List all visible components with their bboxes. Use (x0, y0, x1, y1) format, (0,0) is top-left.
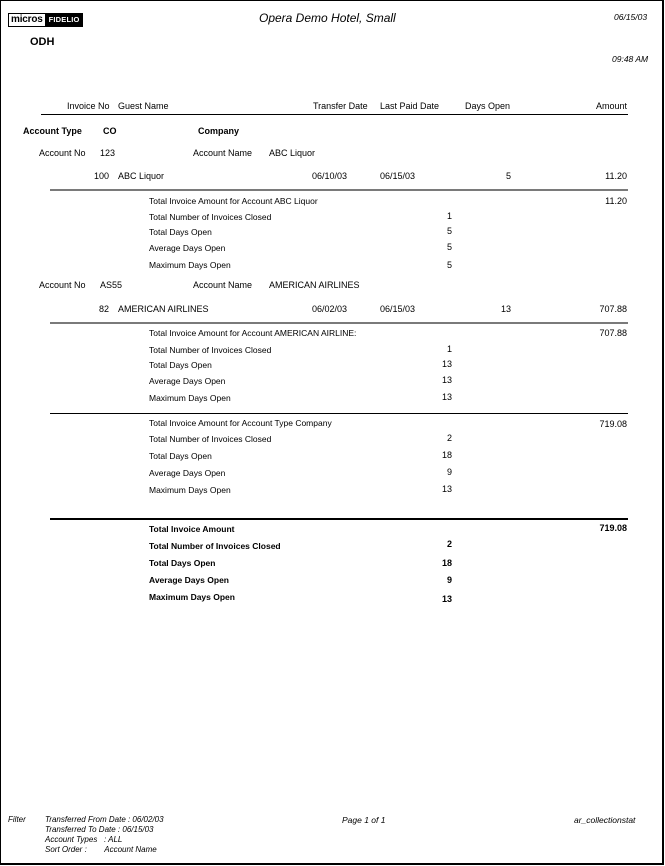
type-max-days-label: Maximum Days Open (149, 485, 231, 495)
invoice-transfer-date: 06/10/03 (312, 171, 348, 181)
type-total-closed-label: Total Number of Invoices Closed (149, 434, 272, 444)
filter-label: Filter (8, 815, 26, 824)
type-total-closed: 2 (446, 433, 452, 443)
type-max-days: 13 (441, 484, 452, 494)
header-divider (41, 114, 628, 115)
col-last-paid-date: Last Paid Date (380, 101, 440, 111)
max-days: 5 (446, 260, 452, 270)
total-days-label: Total Days Open (149, 227, 212, 237)
account-name-label: Account Name (193, 148, 253, 158)
invoice-no: 100 (93, 171, 109, 181)
report-time: 09:48 AM (612, 54, 649, 64)
col-guest-name: Guest Name (118, 101, 169, 111)
total-closed-label: Total Number of Invoices Closed (149, 345, 272, 355)
grand-avg-days-label: Average Days Open (149, 575, 229, 585)
invoice-guest-name: ABC Liquor (118, 171, 165, 181)
grand-total-closed: 2 (446, 539, 452, 549)
grand-total-amount: 719.08 (599, 523, 627, 533)
grand-total-closed-label: Total Number of Invoices Closed (149, 541, 281, 551)
max-days: 13 (441, 392, 452, 402)
avg-days: 13 (441, 375, 452, 385)
account-no: AS55 (100, 280, 123, 290)
type-avg-days: 9 (446, 467, 452, 477)
invoice-amount: 11.20 (605, 171, 627, 181)
max-days-label: Maximum Days Open (149, 393, 231, 403)
total-days: 13 (441, 359, 452, 369)
grand-avg-days: 9 (446, 575, 452, 585)
total-days-label: Total Days Open (149, 360, 212, 370)
col-amount: Amount (595, 101, 627, 111)
account-divider (50, 322, 628, 324)
total-closed: 1 (446, 211, 452, 221)
grand-max-days: 13 (441, 594, 452, 604)
grand-total-days-label: Total Days Open (149, 558, 216, 568)
type-total-amount-label: Total Invoice Amount for Account Type Company (149, 418, 332, 428)
account-no-label: Account No (39, 148, 86, 158)
hotel-name: Opera Demo Hotel, Small (259, 11, 396, 25)
report-date: 06/15/03 (614, 12, 648, 22)
invoice-last-paid-date: 06/15/03 (380, 304, 416, 314)
filter-from-date: Transferred From Date : 06/02/03 (45, 815, 164, 824)
account-name: AMERICAN AIRLINES (269, 280, 360, 290)
grand-max-days-label: Maximum Days Open (149, 592, 235, 602)
invoice-days-open: 13 (500, 304, 511, 314)
invoice-days-open: 5 (505, 171, 511, 181)
total-amount-label: Total Invoice Amount for Account ABC Liquor (149, 196, 318, 206)
col-days-open: Days Open (465, 101, 511, 111)
type-avg-days-label: Average Days Open (149, 468, 226, 478)
total-amount: 11.20 (605, 196, 627, 206)
grand-total-days: 18 (441, 558, 452, 568)
micros-fidelio-logo (8, 13, 83, 27)
grand-total-amount-label: Total Invoice Amount (149, 524, 235, 534)
avg-days: 5 (446, 242, 452, 252)
type-total-amount: 719.08 (599, 419, 627, 429)
report-name: ar_collectionstat (574, 815, 636, 825)
col-transfer-date: Transfer Date (313, 101, 368, 111)
account-type-label: Account Type (23, 126, 82, 136)
total-days: 5 (446, 226, 452, 236)
type-total-divider (50, 413, 628, 414)
invoice-no: 82 (98, 304, 109, 314)
account-name-label: Account Name (193, 280, 253, 290)
max-days-label: Maximum Days Open (149, 260, 231, 270)
account-type-name: Company (198, 126, 240, 136)
invoice-transfer-date: 06/02/03 (312, 304, 348, 314)
invoice-amount: 707.88 (599, 304, 627, 314)
type-total-days-label: Total Days Open (149, 451, 212, 461)
account-divider (50, 189, 628, 191)
type-total-days: 18 (441, 450, 452, 460)
invoice-guest-name: AMERICAN AIRLINES (118, 304, 209, 314)
logo-fidelio: FIDELIO (46, 13, 83, 27)
account-type-code: CO (103, 126, 117, 136)
account-no-label: Account No (39, 280, 86, 290)
account-no: 123 (100, 148, 116, 158)
avg-days-label: Average Days Open (149, 376, 226, 386)
avg-days-label: Average Days Open (149, 243, 226, 253)
grand-total-divider (50, 518, 628, 520)
account-name: ABC Liquor (269, 148, 316, 158)
filter-to-date: Transferred To Date : 06/15/03 (45, 825, 154, 834)
logo-micros: micros (8, 13, 46, 27)
invoice-last-paid-date: 06/15/03 (380, 171, 416, 181)
total-amount-label: Total Invoice Amount for Account AMERICAN AIRLINE: (149, 328, 357, 338)
property-code: ODH (30, 36, 55, 48)
total-amount: 707.88 (599, 328, 627, 338)
filter-account-types: Account Types : ALL (45, 835, 123, 844)
filter-sort-order: Sort Order : Account Name (45, 845, 157, 854)
total-closed-label: Total Number of Invoices Closed (149, 212, 272, 222)
page-number: Page 1 of 1 (342, 815, 386, 825)
total-closed: 1 (446, 344, 452, 354)
col-invoice-no: Invoice No (67, 101, 110, 111)
